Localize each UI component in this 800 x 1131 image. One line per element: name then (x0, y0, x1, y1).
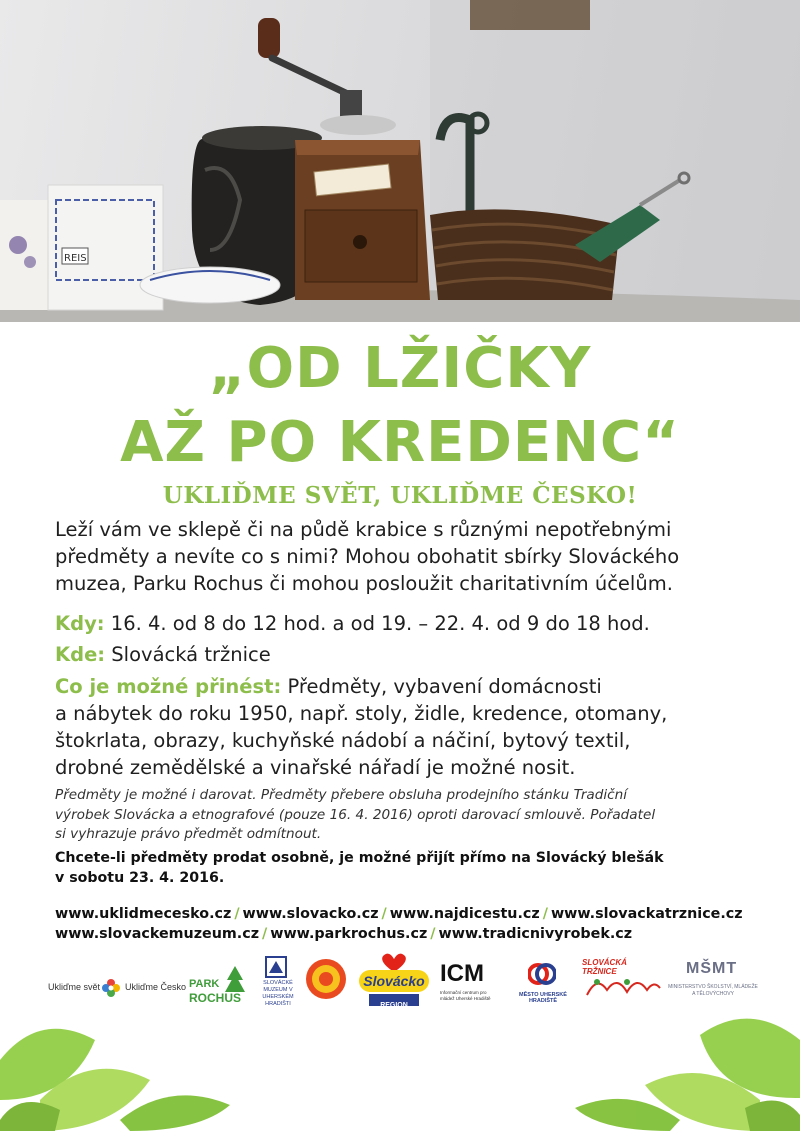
link-tradicnivyrobek[interactable]: www.tradicnivyrobek.cz (438, 926, 633, 942)
rochus-text: ROCHUS (189, 991, 242, 1005)
lead-line: předměty a nevíte co s nimi? Mohou obohatit sbírky Slováckého (55, 545, 680, 568)
logo-uklidme-cesko (48, 980, 188, 1000)
uklidme-cesko-text: Ukliďme Česko (125, 982, 187, 992)
headline-subtitle: UKLIĎME SVĚT, UKLIĎME ČESKO! (162, 482, 638, 509)
region-badge (369, 994, 419, 1009)
where-row (55, 641, 775, 668)
msmt-text: MŠMT (686, 960, 738, 977)
when-label: Kdy: (55, 612, 105, 635)
icm-subtext: Informační centrum pro mládež Uherské Hradiště (440, 990, 491, 1001)
link-najdicestu[interactable]: www.najdicestu.cz (389, 906, 540, 922)
icm-text: ICM (440, 960, 484, 987)
link-slovackemuzeum[interactable]: www.slovackemuzeum.cz (55, 926, 260, 942)
uklidme-svet-text: Ukliďme svět (48, 982, 101, 992)
grinder-handle-knob (258, 18, 280, 58)
reis-label: REIS (64, 253, 87, 264)
lead-paragraph (55, 516, 775, 597)
logo-park-rochus (189, 966, 249, 1006)
logo-slovacka-trznice (582, 958, 662, 1008)
museum-text: SLOVÁCKÉ MUZEUM V UHERSKÉM HRADIŠTI (262, 980, 294, 1007)
bring-block (55, 673, 775, 781)
link-uklidmecesko[interactable]: www.uklidmecesko.cz (55, 906, 232, 922)
links-row-1 (55, 904, 775, 924)
mesto-text: MĚSTO UHERSKÉ HRADIŠTĚ (519, 992, 567, 1004)
city-emblem-icon (528, 960, 556, 988)
bring-label: Co je možné přinést: (55, 675, 282, 698)
note-line: výrobek Slovácka a etnografové (pouze 16. 4. 2016) oproti darovací smlouvě. Pořadatel (55, 806, 656, 823)
where-value: Slovácká tržnice (111, 643, 271, 666)
lead-line: muzea, Parku Rochus či mohou posloužit charitativním účelům. (55, 572, 673, 595)
trznice-text: SLOVÁCKÁ TRŽNICE (582, 958, 627, 976)
link-slovackatrznice[interactable]: www.slovackatrznice.cz (550, 906, 743, 922)
logo-msmt (668, 960, 758, 1010)
tradicni-vyrobek-seal-icon (305, 958, 347, 1000)
website-links (55, 904, 775, 944)
logo-mesto-uherske-hradiste (512, 960, 574, 1010)
bring-first-line: Předměty, vybavení domácnosti (287, 675, 602, 698)
logo-slovacko-region (357, 952, 432, 1012)
link-separator: / (542, 906, 548, 922)
slovacko-badge (359, 970, 429, 992)
headline-line-1: „OD LŽIČKY (208, 336, 592, 401)
bring-line: a nábytek do roku 1950, např. stoly, židle, kredence, otomany, (55, 702, 668, 725)
link-parkrochus[interactable]: www.parkrochus.cz (270, 926, 428, 942)
msmt-subtext: MINISTERSTVO ŠKOLSTVÍ, MLÁDEŽE A TĚLOVÝCHOVY (668, 984, 758, 997)
donation-note (55, 786, 775, 845)
logo-icm (440, 960, 500, 1010)
headline-line-2: AŽ PO KREDENC“ (120, 410, 680, 475)
logo-slovacke-muzeum (258, 956, 298, 1016)
links-row-2 (55, 924, 775, 944)
note-line: si vyhrazuje právo předmět odmítnout. (55, 826, 322, 842)
folk-ornament-icon (582, 970, 662, 1000)
ceramic-canister-left (0, 200, 52, 310)
lead-line: Leží vám ve sklepě či na půdě krabice s různými nepotřebnými (55, 518, 672, 541)
where-label: Kde: (55, 643, 106, 666)
bring-line: drobné zemědělské a vinařské nářadí je možné nosit. (55, 756, 576, 779)
flower-icon (101, 978, 121, 998)
grinder-crank (272, 58, 350, 95)
museum-emblem-icon (265, 956, 287, 978)
park-text: PARK (189, 978, 220, 990)
drawer-knob-icon (353, 235, 367, 249)
link-separator: / (381, 906, 387, 922)
sell-info (55, 848, 775, 888)
header-photo (0, 0, 800, 322)
link-separator: / (262, 926, 268, 942)
when-value: 16. 4. od 8 do 12 hod. a od 19. – 22. 4. od 9 do 18 hod. (110, 612, 650, 635)
slovacko-text: Slovácko (363, 973, 425, 989)
region-text: REGION (380, 1002, 408, 1009)
still-life-illustration (0, 0, 800, 322)
partner-logos (0, 950, 800, 1020)
note-line: Předměty je možné i darovat. Předměty přebere obsluha prodejního stánku Tradiční (55, 787, 628, 803)
when-row (55, 610, 775, 637)
bring-line: štokrlata, obrazy, kuchyňské nádobí a náčiní, bytový textil, (55, 729, 631, 752)
link-separator: / (234, 906, 240, 922)
sell-line: Chcete-li předměty prodat osobně, je možné přijít přímo na Slovácký blešák (55, 850, 664, 866)
shelf-edge (470, 0, 590, 30)
link-slovacko[interactable]: www.slovacko.cz (242, 906, 379, 922)
sell-line: v sobotu 23. 4. 2016. (55, 870, 225, 886)
link-separator: / (430, 926, 436, 942)
white-dish (140, 267, 280, 303)
